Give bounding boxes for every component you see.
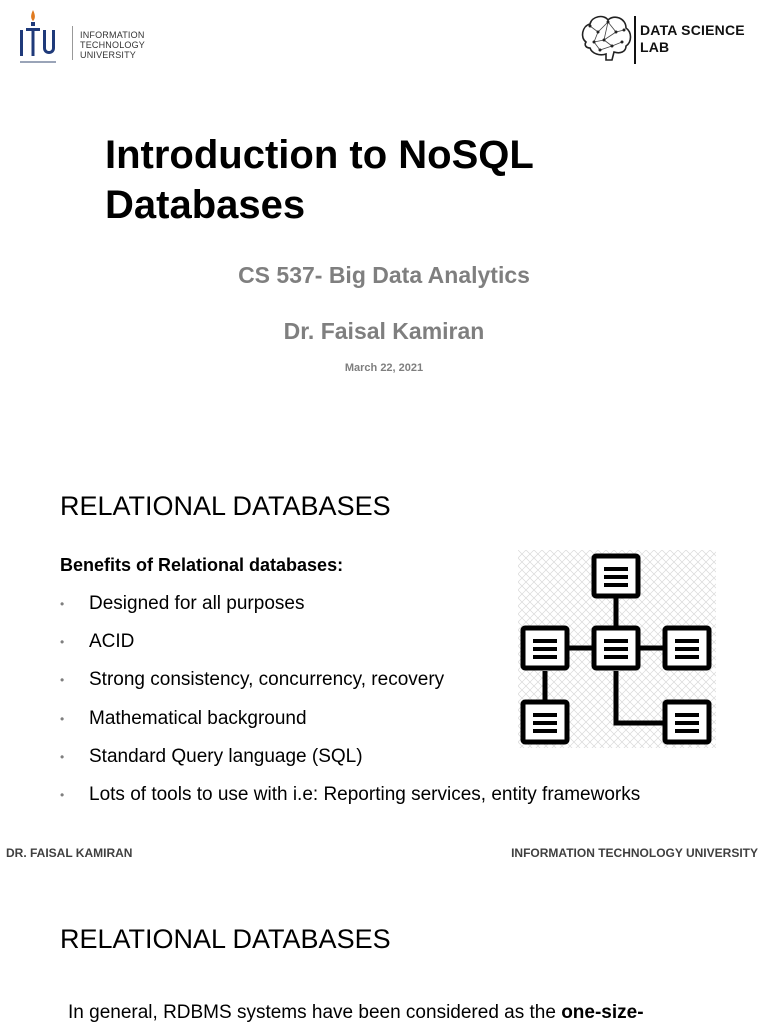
list-item-text: Mathematical background [89,707,307,729]
list-item [60,745,720,783]
itu-logo [14,6,144,68]
presentation-title [105,130,665,230]
bullet-icon: • [60,711,65,726]
footer-author: DR. FAISAL KAMIRAN [6,846,133,860]
bullet-icon: • [60,673,65,688]
presentation-date: March 22, 2021 [344,362,424,374]
list-item [60,783,720,821]
relational-tables-diagram-icon [518,550,716,748]
list-item-text: Strong consistency, concurrency, recovery [89,669,445,691]
bullet-icon: • [60,749,65,764]
list-item-text: Lots of tools to use with i.e: Reporting services, entity frameworks [89,783,641,805]
slide-body-text [68,1002,644,1024]
lab-logo-text [640,22,745,56]
bullet-icon: • [60,635,65,650]
brain-network-icon [578,12,634,66]
itu-logo-divider [72,26,73,60]
body-text: In general, RDBMS systems have been considered as the [68,1002,562,1023]
lab-logo-line: LAB [640,39,670,55]
author-name: Dr. Faisal Kamiran [283,318,485,344]
list-item-text: Designed for all purposes [89,593,305,614]
bullet-icon: • [60,787,65,802]
slide-heading: RELATIONAL DATABASES [60,491,391,521]
itu-logo-line: UNIVERSITY [80,50,137,60]
slide-heading: RELATIONAL DATABASES [60,924,391,954]
title-line: Databases [105,183,306,227]
list-item-text: ACID [89,631,135,653]
lab-logo-divider [634,16,636,64]
itu-logo-text [80,30,145,60]
bullet-icon: • [60,597,65,611]
itu-logo-line: INFORMATION [80,30,145,40]
data-science-lab-logo [578,12,758,68]
itu-logo-line: TECHNOLOGY [80,40,146,50]
lab-logo-line: DATA SCIENCE [640,22,745,38]
body-bold-text: one-size- [561,1002,644,1023]
footer-institution: INFORMATION TECHNOLOGY UNIVERSITY [511,846,758,860]
itu-torch-logo-icon [14,6,64,68]
slide-subheading: Benefits of Relational databases: [60,555,344,575]
course-subtitle: CS 537- Big Data Analytics [238,262,530,288]
title-line: Introduction to NoSQL [105,133,534,177]
list-item-text: Standard Query language (SQL) [89,745,363,767]
